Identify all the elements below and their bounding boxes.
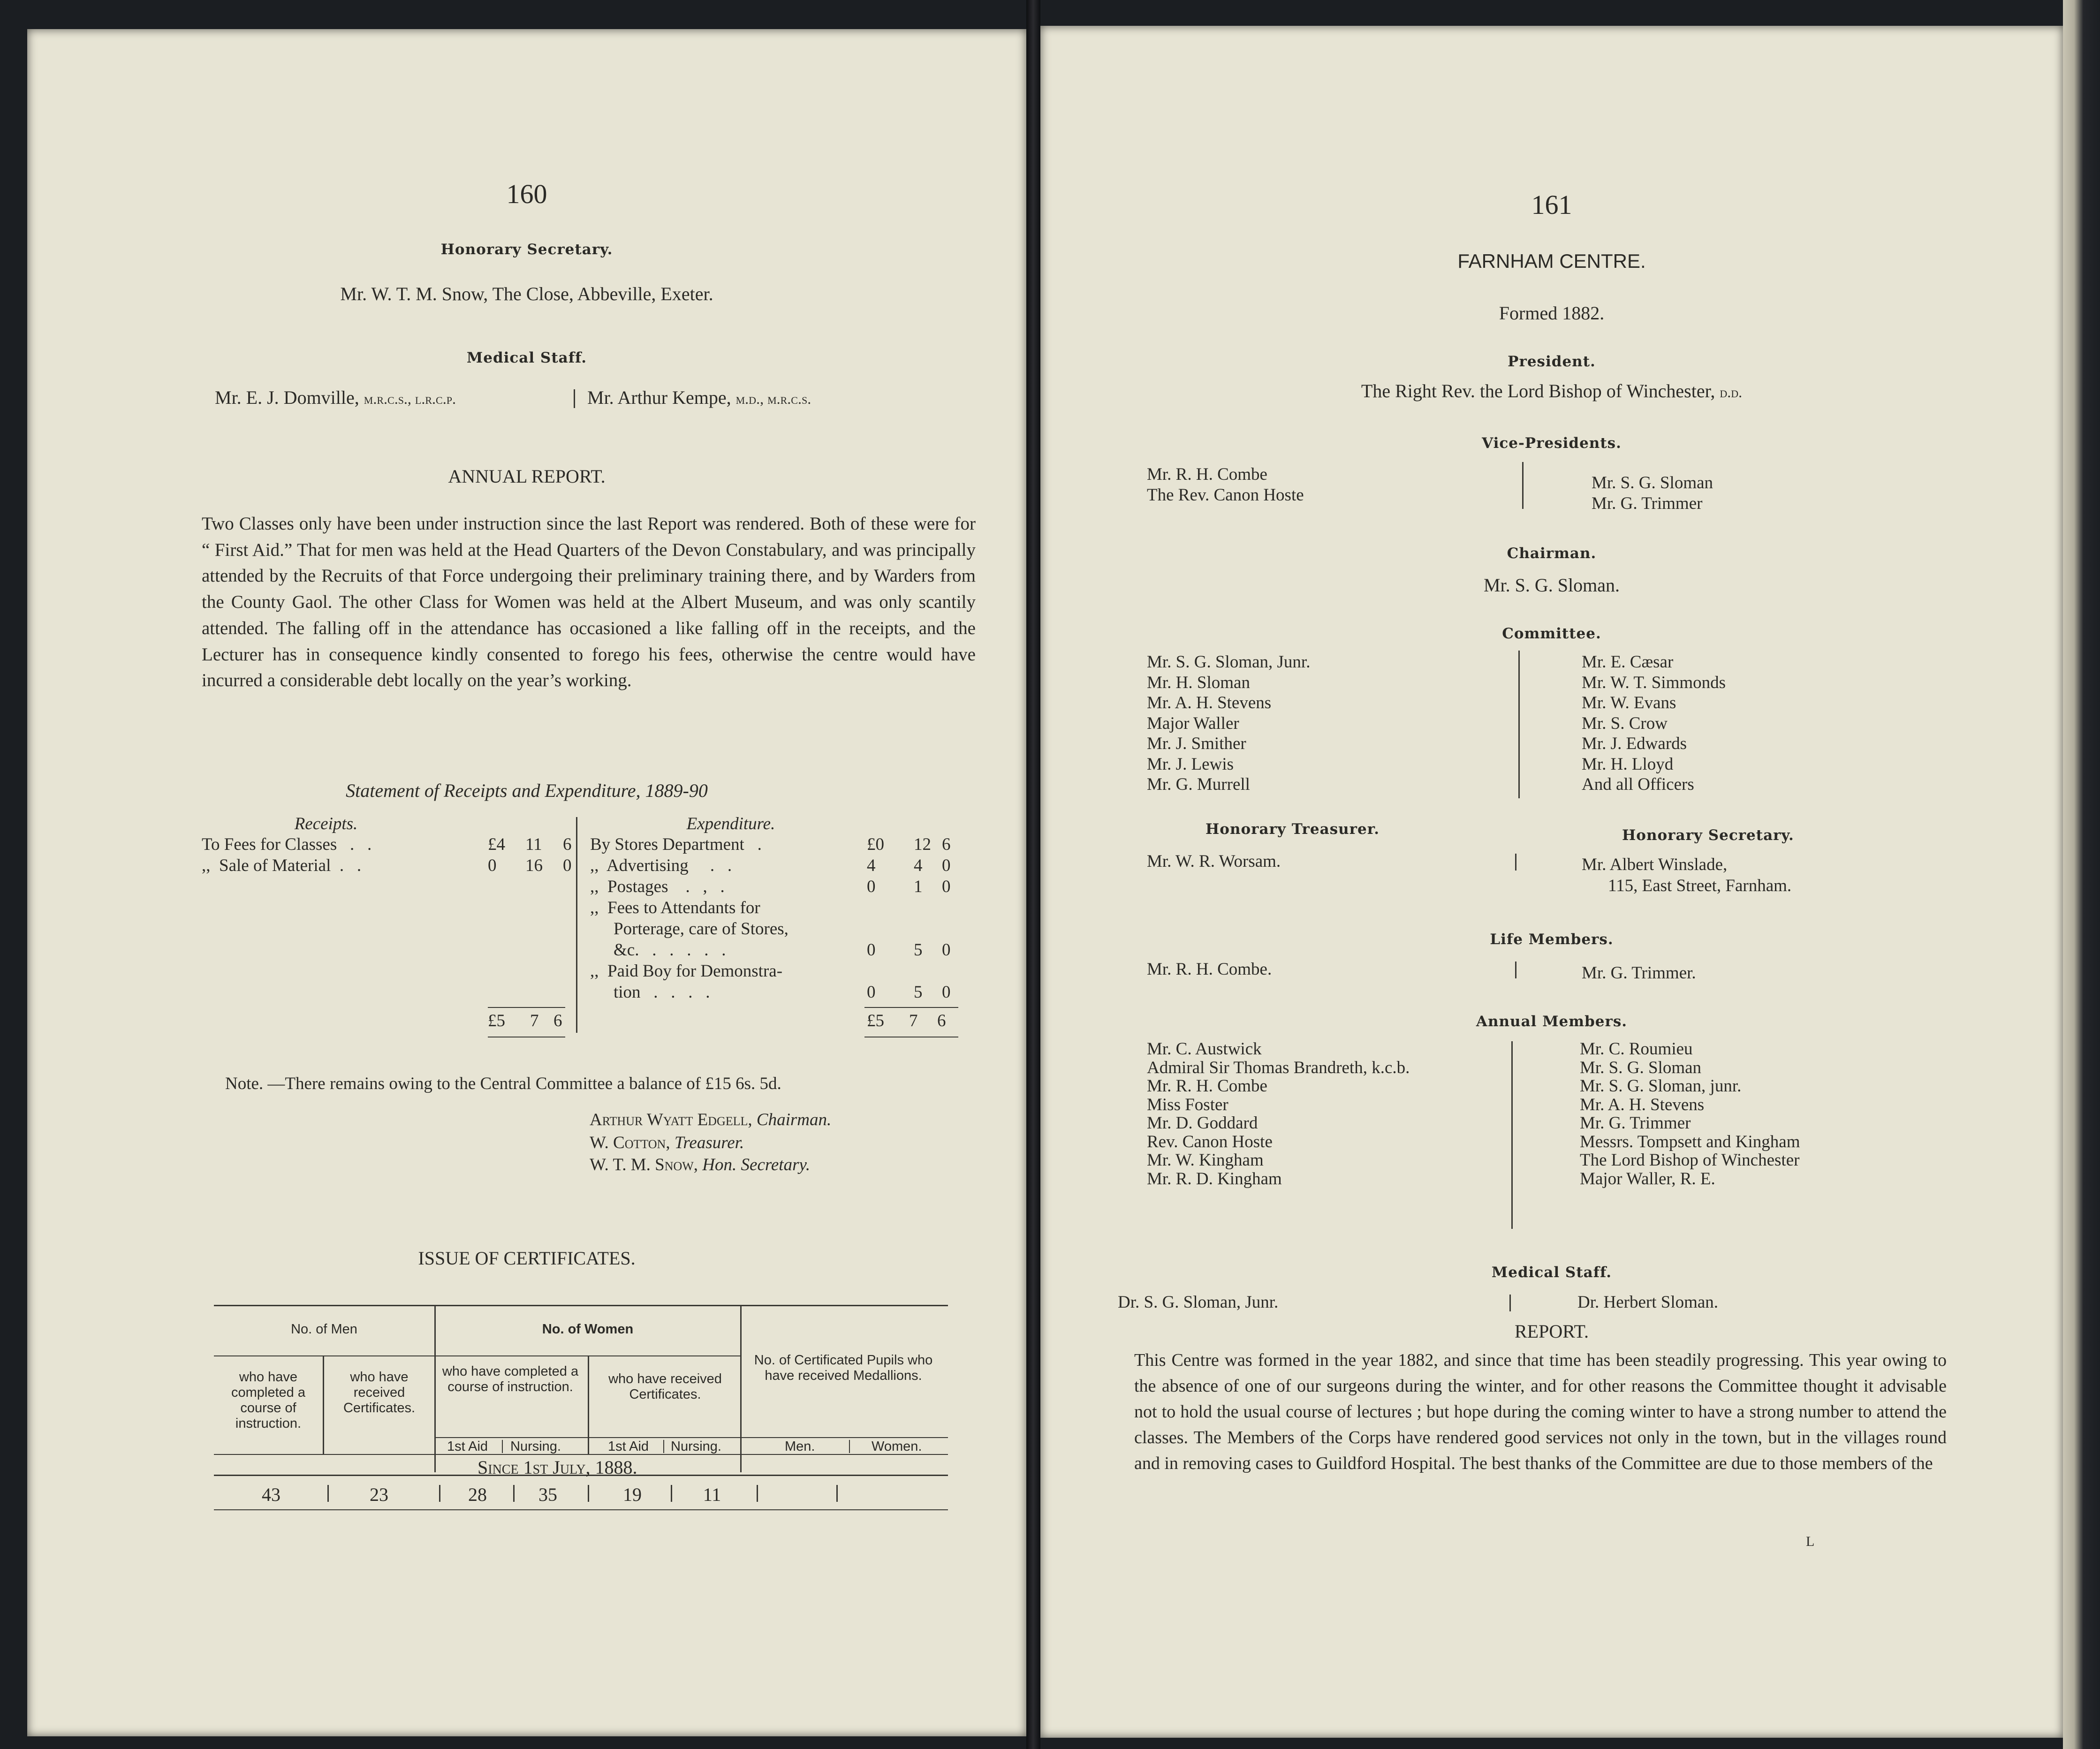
medical-staff-heading: Medical Staff. (466, 349, 587, 366)
expenditure-list (590, 834, 975, 1003)
committee-member: Mr. W. Evans (1582, 693, 1676, 712)
expenditure-row (590, 855, 975, 876)
annual-report-heading: ANNUAL REPORT. (448, 466, 606, 487)
row-amount-d: 0 (942, 856, 951, 875)
women-header: No. of Women (542, 1322, 634, 1337)
row-label: ,, Paid Boy for Demonstra- (590, 962, 783, 981)
honorary-treasurer: Mr. W. R. Worsam. (1147, 852, 1281, 871)
women-completed-header: who have completed a course of instruction. (442, 1364, 579, 1394)
column-divider (1515, 854, 1516, 871)
value-divider (757, 1485, 758, 1502)
president-degree: d.d. (1720, 384, 1743, 401)
annual-member: The Lord Bishop of Winchester (1580, 1151, 1800, 1170)
report-heading: REPORT. (1515, 1321, 1589, 1342)
subheader-women: Women. (872, 1439, 922, 1454)
expenditure-total-rule (864, 1007, 958, 1008)
row-amount-s: 4 (914, 856, 923, 875)
honorary-secretary-heading: Honorary Secretary. (1622, 827, 1794, 844)
committee-member: Mr. G. Murrell (1147, 775, 1250, 794)
row-amount-pounds: 0 (867, 940, 876, 960)
expenditure-total-shillings: 7 (909, 1011, 918, 1030)
row-amount-s: 12 (914, 835, 931, 854)
report-paragraph: This Centre was formed in the year 1882, and since that time has been steadily progressing. This year owing to the absence of one of our surgeons during the winter, and for other reasons the Committee thought it advisable not to hold the usual course of lectures ; but hope during the coming winter to have a strong number to attend the classes. The Members of the Corps have rendered good services not only in the town, but in the villages round and in removing cases to Guildford Hospital. The best thanks of the Committee are due to those members of the (1134, 1350, 1947, 1473)
annual-members-right (1580, 1039, 1800, 1187)
secretary-role: Hon. Secretary. (702, 1155, 811, 1174)
annual-members-heading: Annual Members. (1476, 1013, 1628, 1030)
receipts-heading: Receipts. (294, 814, 358, 833)
row-label: Porterage, care of Stores, (614, 919, 788, 939)
row-amount-pounds: £0 (867, 835, 884, 854)
committee-member: Mr. H. Lloyd (1582, 754, 1674, 774)
president-name: The Right Rev. the Lord Bishop of Winchester, (1361, 380, 1715, 401)
centre-title: FARNHAM CENTRE. (1457, 250, 1646, 272)
table-vline (323, 1356, 324, 1455)
secretary-name: W. T. M. Snow, (590, 1155, 698, 1174)
chairman: Mr. S. G. Sloman. (1483, 575, 1620, 596)
value-men-certificates: 23 (370, 1484, 388, 1505)
committee-member: And all Officers (1582, 775, 1694, 794)
women-certificates-header: who have received Certificates. (608, 1371, 722, 1402)
annual-member: Admiral Sir Thomas Brandreth, k.c.b. (1147, 1058, 1410, 1077)
medical-left-name: Mr. E. J. Domville, (215, 387, 359, 408)
column-divider (1518, 651, 1520, 798)
treasurer-role: Treasurer. (674, 1133, 744, 1152)
receipts-total-pence: 6 (553, 1011, 562, 1030)
committee-right (1582, 652, 1726, 795)
annual-member: Rev. Canon Hoste (1147, 1132, 1273, 1151)
table-vline (740, 1306, 742, 1472)
book-spine (1026, 0, 1040, 1749)
expenditure-total-pence: 6 (937, 1011, 946, 1030)
committee-member: Mr. A. H. Stevens (1147, 693, 1272, 712)
men-certificates-header: who have received Certificates. (343, 1370, 416, 1416)
row-label: &c. . . . . . (614, 940, 726, 960)
expenditure-row (590, 982, 975, 1003)
expenditure-row (590, 918, 975, 939)
expenditure-total-pounds: £5 (867, 1011, 884, 1030)
row-amount-pounds: 4 (867, 856, 876, 875)
committee-member: Mr. J. Lewis (1147, 754, 1234, 774)
committee-member: Mr. J. Edwards (1582, 734, 1687, 753)
committee-heading: Committee. (1502, 625, 1601, 642)
committee-member: Mr. E. Cæsar (1582, 652, 1674, 672)
annual-member: Mr. C. Roumieu (1580, 1039, 1693, 1059)
expenditure-row (590, 897, 975, 918)
hon-secretary-heading: Honorary Secretary. (440, 241, 613, 258)
table-vline (588, 1356, 589, 1455)
vice-presidents-right (1592, 473, 1713, 514)
annual-member: Mr. D. Goddard (1147, 1113, 1258, 1133)
table-top-rule (214, 1305, 948, 1306)
value-women-nursing-certs: 11 (703, 1484, 721, 1505)
annual-member: Miss Foster (1147, 1095, 1228, 1114)
value-divider (671, 1485, 672, 1502)
row-amount-pounds: 0 (867, 877, 876, 896)
page-number: 160 (506, 179, 547, 209)
row-amount-d: 6 (563, 835, 572, 854)
expenditure-heading: Expenditure. (686, 814, 775, 833)
value-divider (439, 1485, 440, 1502)
president (1040, 380, 2063, 402)
expenditure-row (590, 961, 975, 982)
hon-secretary-text: Mr. W. T. M. Snow, The Close, Abbeville, Exeter. (340, 283, 713, 304)
table-bottom-rule (214, 1509, 948, 1510)
page-edge (2063, 0, 2100, 1749)
life-members-heading: Life Members. (1490, 931, 1614, 948)
row-label: ,, Fees to Attendants for (590, 898, 760, 917)
value-divider (327, 1485, 329, 1502)
table-tick (502, 1440, 503, 1453)
medical-staff-left (215, 386, 456, 409)
expenditure-row (590, 876, 975, 897)
president-heading: President. (1508, 353, 1596, 370)
column-divider (1515, 962, 1516, 978)
row-amount-s: 5 (914, 983, 923, 1002)
row-label: To Fees for Classes . . (202, 835, 372, 854)
row-label: tion . . . . (614, 983, 710, 1002)
treasurer-name: W. Cotton, (590, 1133, 670, 1152)
men-header: No. of Men (291, 1322, 357, 1337)
row-amount-s: 5 (914, 940, 923, 960)
row-amount-s: 16 (525, 856, 543, 875)
table-hline (214, 1355, 740, 1356)
column-divider (574, 389, 575, 408)
row-label: By Stores Department . (590, 835, 762, 854)
annual-member: Major Waller, R. E. (1580, 1169, 1715, 1189)
vice-president: The Rev. Canon Hoste (1147, 485, 1304, 505)
row-amount-pounds: 0 (488, 856, 497, 875)
medallion-header: No. of Certificated Pupils who have received Medallions. (754, 1353, 933, 1383)
row-amount-pounds: 0 (867, 983, 876, 1002)
medical-right-name: Mr. Arthur Kempe, (587, 387, 731, 408)
statement-title: Statement of Receipts and Expenditure, 1889-90 (346, 780, 708, 801)
honorary-treasurer-heading: Honorary Treasurer. (1205, 821, 1380, 838)
subheader-first-aid-1: 1st Aid (447, 1439, 488, 1454)
row-amount-s: 1 (914, 877, 923, 896)
account-divider (576, 817, 577, 1033)
annual-member: Mr. R. D. Kingham (1147, 1169, 1282, 1189)
annual-member: Mr. S. G. Sloman, junr. (1580, 1076, 1742, 1096)
committee-member: Mr. H. Sloman (1147, 673, 1250, 692)
right-page (1040, 26, 2063, 1738)
row-amount-pounds: £4 (488, 835, 505, 854)
receipts-total-shillings: 7 (530, 1011, 539, 1030)
annual-member: Mr. S. G. Sloman (1580, 1058, 1702, 1077)
vice-presidents-left (1147, 464, 1304, 505)
medical-staff-right (587, 386, 811, 409)
annual-members-left (1147, 1039, 1410, 1187)
committee-left (1147, 652, 1310, 795)
vice-president: Mr. R. H. Combe (1147, 465, 1267, 484)
left-page (27, 29, 1026, 1736)
committee-member: Mr. J. Smither (1147, 734, 1246, 753)
table-hline (214, 1454, 948, 1455)
certificates-heading: ISSUE OF CERTIFICATES. (418, 1248, 636, 1269)
receipt-row (202, 834, 605, 855)
receipts-total-rule (488, 1007, 565, 1008)
row-amount-d: 0 (942, 940, 951, 960)
medical-staff-left: Dr. S. G. Sloman, Junr. (1118, 1293, 1279, 1312)
subheader-first-aid-2: 1st Aid (608, 1439, 649, 1454)
committee-member: Mr. S. G. Sloman, Junr. (1147, 652, 1311, 672)
medical-staff-right: Dr. Herbert Sloman. (1577, 1293, 1719, 1312)
chairman-role: Chairman. (756, 1110, 832, 1129)
formed-date: Formed 1882. (1499, 303, 1605, 324)
committee-member: Major Waller (1147, 713, 1239, 733)
row-amount-s: 11 (525, 835, 542, 854)
subheader-nursing-1: Nursing. (510, 1439, 561, 1454)
row-amount-d: 0 (942, 877, 951, 896)
vice-president: Mr. S. G. Sloman (1592, 473, 1713, 492)
column-divider (1509, 1295, 1511, 1311)
receipts-list (202, 834, 605, 876)
honorary-secretary-name: Mr. Albert Winslade, (1582, 855, 1728, 874)
value-women-first-aid-certs: 19 (623, 1484, 642, 1505)
medical-right-degree: m.d., m.r.c.s. (735, 390, 811, 407)
signature-chairman (590, 1110, 831, 1130)
value-divider (588, 1485, 589, 1502)
column-divider (1511, 1041, 1513, 1229)
medical-left-degree: m.r.c.s., l.r.c.p. (364, 390, 456, 407)
vice-presidents-heading: Vice-Presidents. (1482, 435, 1622, 452)
receipts-total-pounds: £5 (488, 1011, 505, 1030)
row-label: ,, Advertising . . (590, 856, 732, 875)
row-label: ,, Sale of Material . . (202, 856, 362, 875)
honorary-secretary-address: 115, East Street, Farnham. (1608, 876, 1792, 895)
annual-member: Mr. G. Trimmer (1580, 1113, 1691, 1133)
life-member: Mr. R. H. Combe. (1147, 960, 1272, 979)
expenditure-row (590, 834, 975, 855)
subheader-men: Men. (785, 1439, 815, 1454)
table-hline (434, 1437, 948, 1438)
vice-president: Mr. G. Trimmer (1592, 493, 1703, 513)
signature-secretary (590, 1155, 810, 1175)
chairman-name: Arthur Wyatt Edgell, (590, 1110, 752, 1129)
since-date: Since 1st July, 1888. (478, 1457, 637, 1478)
annual-report-paragraph: Two Classes only have been under instruction since the last Report was rendered. Both of these were for “ First Aid.” That for men was held at the Head Quarters of the Devon Constabulary, and was principally attended by the Recruits of that Force undergoing their preliminary training there, and by Warders from the County Gaol. The other Class for Women was held at the Albert Museum, and was only scantily attended. The falling off in the attendance has occasioned a like falling off in the receipts, and the Lecturer has in consequence kindly consented to forego his fees, otherwise the centre would have incurred a considerable debt locally on the year’s working. (202, 514, 976, 691)
subheader-nursing-2: Nursing. (671, 1439, 721, 1454)
balance-note: Note. —There remains owing to the Central Committee a balance of £15 6s. 5d. (225, 1074, 781, 1093)
column-divider (1522, 462, 1524, 509)
annual-member: Messrs. Tompsett and Kingham (1580, 1132, 1800, 1151)
expenditure-row (590, 939, 975, 961)
annual-member: Mr. R. H. Combe (1147, 1076, 1267, 1096)
men-completed-header: who have completed a course of instruction. (231, 1370, 305, 1431)
annual-member: Mr. C. Austwick (1147, 1039, 1262, 1059)
value-men-completed: 43 (262, 1484, 281, 1505)
value-divider (836, 1485, 838, 1502)
annual-member: Mr. W. Kingham (1147, 1151, 1264, 1170)
chairman-heading: Chairman. (1507, 545, 1597, 562)
receipt-row (202, 855, 605, 876)
committee-member: Mr. S. Crow (1582, 713, 1668, 733)
committee-member: Mr. W. T. Simmonds (1582, 673, 1726, 692)
value-women-first-aid-completed: 28 (468, 1484, 487, 1505)
signature-mark: L (1806, 1534, 1815, 1549)
value-divider (513, 1485, 515, 1502)
row-label: ,, Postages . , . (590, 877, 725, 896)
page-number: 161 (1531, 189, 1572, 220)
row-amount-d: 6 (942, 835, 951, 854)
row-amount-d: 0 (942, 983, 951, 1002)
medical-staff-heading: Medical Staff. (1491, 1264, 1612, 1281)
annual-member: Mr. A. H. Stevens (1580, 1095, 1705, 1114)
signature-treasurer (590, 1133, 744, 1153)
life-member: Mr. G. Trimmer. (1582, 963, 1696, 983)
table-tick (849, 1440, 850, 1453)
row-amount-d: 0 (563, 856, 572, 875)
table-tick (663, 1440, 664, 1453)
value-women-nursing-completed: 35 (538, 1484, 557, 1505)
